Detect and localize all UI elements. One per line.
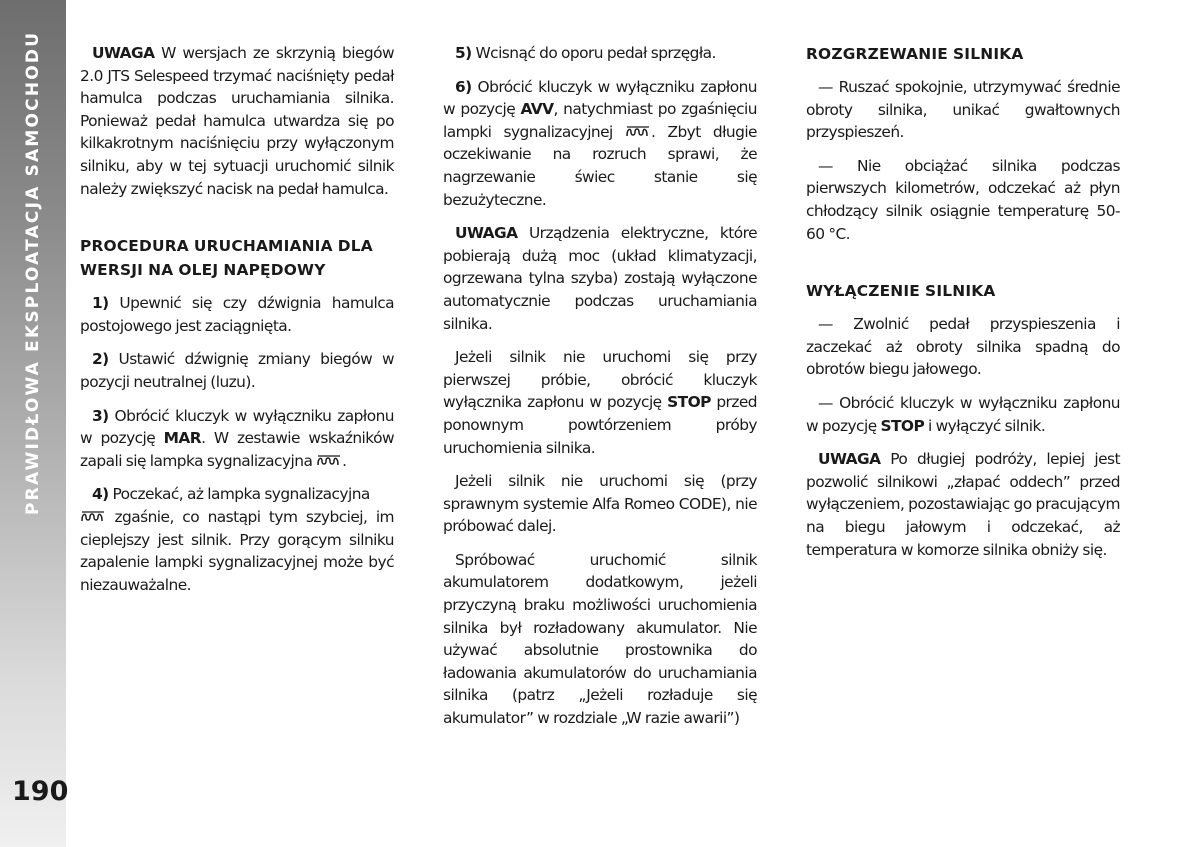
note-label: UWAGA: [455, 224, 518, 243]
paragraph-text: Jeżeli silnik nie uruchomi się przy pierwszej próbie, obrócić kluczyk wyłącznika zapłonu w pozycję: [443, 348, 757, 412]
step-text: Obrócić kluczyk w wyłączniku zapłonu w pozycję: [443, 77, 757, 119]
section-heading-diesel-start: PROCEDURA URUCHAMIANIA DLA WERSJI NA OLEJ NAPĘDOWY: [80, 237, 373, 280]
paragraph-text: przed ponownym powtórzeniem próby uruchomienia silnika.: [443, 393, 757, 457]
paragraph-text: — Obrócić kluczyk w wyłączniku zapłonu w pozycję: [806, 393, 1120, 435]
note-text: Urządzenia elektryczne, które pobierają dużą moc (układ klimatyzacji, ogrzewana tylna szyba) zostają wyłączone automatycznie podczas uruchamiania silnika.: [443, 224, 757, 333]
step-text: .: [342, 451, 347, 470]
key-position: AVV: [520, 100, 554, 119]
key-position: MAR: [163, 429, 202, 448]
step-text: Wcisnąć do oporu pedał sprzęgła.: [471, 44, 716, 62]
section-heading-warmup: ROZGRZEWANIE SILNIKA: [806, 45, 1024, 63]
text-column-3: [806, 42, 1120, 572]
step-6: [443, 76, 757, 212]
warmup-item-1: — Ruszać spokojnie, utrzymywać średnie obroty silnika, unikać gwałtownych przyspieszeń.: [806, 78, 1120, 142]
section-heading-shutdown: WYŁĄCZENIE SILNIKA: [806, 282, 996, 301]
step-text: Upewnić się czy dźwignia hamulca postojowego jest zaciągnięta.: [80, 294, 394, 335]
step-1: [80, 292, 394, 337]
retry-paragraph: [443, 346, 757, 459]
step-2: [80, 348, 394, 393]
step-number: 2): [92, 350, 109, 369]
key-position: STOP: [880, 416, 925, 435]
glow-plug-icon: [80, 510, 106, 523]
step-4: [80, 483, 394, 596]
step-text: Poczekać, aż lampka sygnalizacyjna: [108, 485, 370, 504]
paragraph-text: i wyłączyć silnik.: [924, 416, 1046, 435]
page-number: 190: [12, 776, 69, 807]
text-column-1: [80, 42, 394, 607]
note-text: W wersjach ze skrzynią biegów 2.0 JTS Selespeed trzymać naciśnięty pedał hamulca podczas uruchamiania silnika. Ponieważ pedał hamulca utwardza się po kilkakrotnym naciśnięciu przy wyłączonym silniku, aby w tej sytuacji uruchomić silnik należy zwiększyć nacisk na pedał hamulca.: [80, 44, 394, 198]
code-paragraph: Jeżeli silnik nie uruchomi się (przy sprawnym systemie Alfa Romeo CODE), nie próbować dalej.: [443, 472, 757, 536]
key-position: STOP: [667, 393, 711, 412]
shutdown-item-1: — Zwolnić pedał przyspieszenia i zaczekać aż obroty silnika spadną do obrotów biegu jałowego.: [806, 315, 1120, 379]
note-label: UWAGA: [818, 450, 881, 469]
step-5: [443, 42, 757, 65]
step-text: Ustawić dźwignię zmiany biegów w pozycji neutralnej (luzu).: [80, 350, 394, 391]
shutdown-item-2: [806, 392, 1120, 437]
step-text: Obrócić kluczyk w wyłączniku zapłonu w pozycję: [80, 406, 394, 448]
step-number: 5): [455, 44, 472, 62]
electrical-note: [443, 222, 757, 335]
chapter-title: PRAWIDŁOWA EKSPLOATACJA SAMOCHODU: [23, 30, 43, 515]
battery-paragraph: Spróbować uruchomić silnik akumulatorem dodatkowym, jeżeli przyczyną braku możliwości uruchomienia silnika był rozładowany akumulator. Nie używać absolutnie prostownika do ładowania akumulatorów do uruchamiania silnika (patrz „Jeżeli rozładuje się akumulator” w rozdziale „W razie awarii”): [443, 550, 757, 728]
step-number: 4): [92, 485, 109, 504]
cooldown-note: [806, 448, 1120, 561]
note-text: Po długiej podróży, lepiej jest pozwolić silnikowi „złapać oddech” przed wyłączeniem, pozostawiając go pracującym na biegu jałowym i odczekać, aż temperatura w komorze silnika obniży się.: [806, 450, 1120, 559]
step-text: . W zestawie wskaźników zapali się lampka sygnalizacyjna: [80, 429, 394, 470]
step-number: 6): [455, 77, 472, 96]
step-number: 1): [92, 294, 109, 313]
step-text: zgaśnie, co nastąpi tym szybciej, im cieplejszy jest silnik. Przy gorącym silniku zapalenie lampki sygnalizacyjnej może być niezauważalne.: [80, 507, 394, 594]
glow-plug-icon: [625, 125, 651, 138]
warmup-item-2: — Nie obciążać silnika podczas pierwszych kilometrów, odczekać aż płyn chłodzący silnik osiągnie temperaturę 50-60 °C.: [806, 156, 1120, 243]
step-number: 3): [92, 406, 109, 425]
note-label: UWAGA: [92, 44, 155, 62]
chapter-side-band: [0, 0, 69, 847]
step-text: . Zbyt długie oczekiwanie na rozruch sprawi, że nagrzewanie świec stanie się bezużyteczne.: [443, 122, 757, 209]
text-column-2: [443, 42, 757, 741]
step-text: , natychmiast po zgaśnięciu lampki sygnalizacyjnej: [443, 100, 757, 141]
step-3: [80, 405, 394, 473]
selespeed-note: [80, 42, 394, 200]
glow-plug-icon: [316, 454, 342, 467]
